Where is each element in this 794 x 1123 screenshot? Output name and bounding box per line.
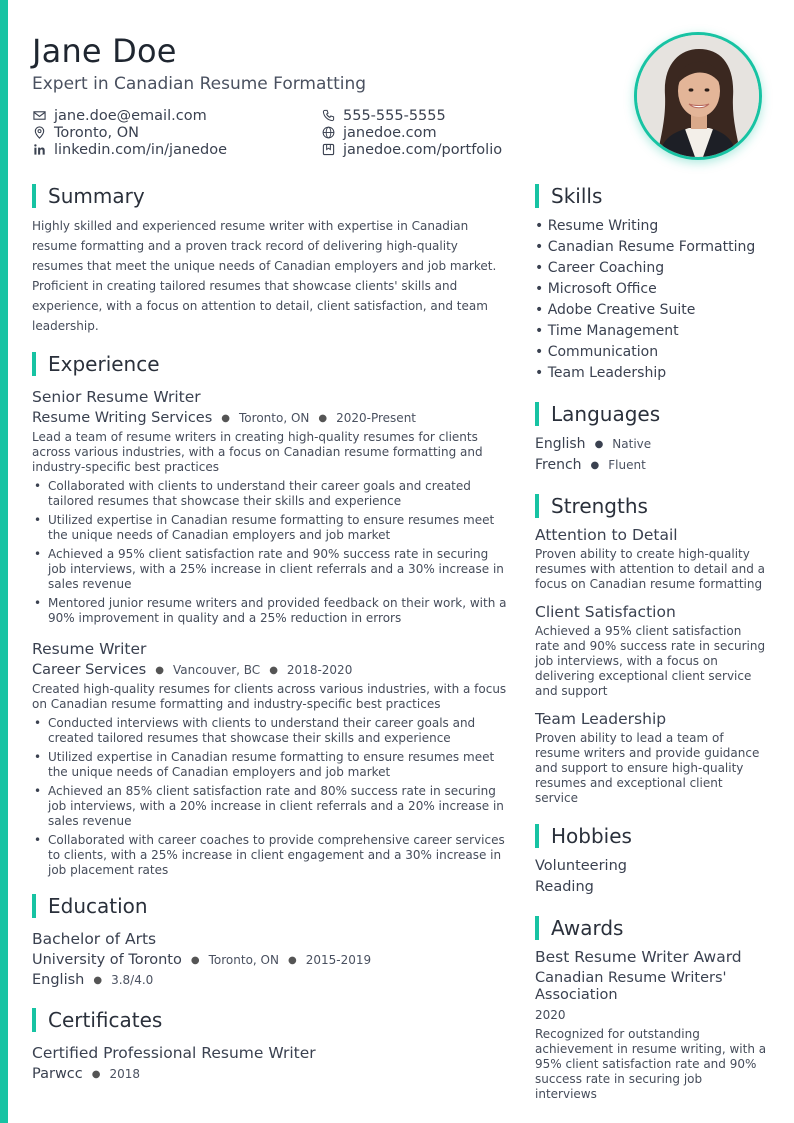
strengths-heading <box>535 494 767 518</box>
job-title: Senior Resume Writer <box>32 388 201 406</box>
hobbies-heading-label: Hobbies <box>551 824 632 848</box>
list-item: • Career Coaching <box>535 260 665 276</box>
separator-dot: ● <box>318 412 328 424</box>
contact-phone[interactable] <box>321 107 581 124</box>
experience-heading <box>32 352 510 376</box>
list-item: • Conducted interviews with clients to understand their career goals and created tailored resumes that showcase their skills and experience <box>32 716 510 746</box>
job-entry-2 <box>32 640 510 878</box>
gpa: 3.8/4.0 <box>111 973 154 987</box>
contact-info <box>32 107 592 158</box>
phone-value: 555-555-5555 <box>343 107 446 124</box>
certificates-heading-label: Certificates <box>48 1008 163 1032</box>
job-dates: 2020-Present <box>336 411 417 425</box>
list-item: Reading <box>535 879 594 895</box>
job-dates: 2018-2020 <box>286 663 353 677</box>
list-item: • Team Leadership <box>535 365 667 381</box>
portfolio-icon <box>321 143 335 157</box>
list-item: • Mentored junior resume writers and provided feedback on their work, with a 90% improvement in quality and a 25% reduction in errors <box>32 596 510 626</box>
language-item <box>535 434 767 455</box>
skills-heading <box>535 184 767 208</box>
education-heading-label: Education <box>48 894 148 918</box>
education-dates: 2015-2019 <box>305 953 372 967</box>
list-item: Volunteering <box>535 858 627 874</box>
linkedin-value: linkedin.com/in/janedoe <box>54 141 228 158</box>
strength-description: Proven ability to create high-quality resumes with attention to detail and a focus on Canadian resume formatting <box>535 547 766 591</box>
strength-title: Attention to Detail <box>535 526 678 544</box>
candidate-title: Expert in Canadian Resume Formatting <box>32 74 367 94</box>
certificate-meta <box>32 1066 510 1082</box>
email-value: jane.doe@email.com <box>54 107 207 124</box>
heading-accent <box>32 184 36 208</box>
list-item: • Achieved an 85% client satisfaction rate and 80% success rate in securing job interviews, with a 20% increase in client referrals and a 20% increase in sales revenue <box>32 784 510 829</box>
award-organization: Canadian Resume Writers' Association <box>535 970 727 1003</box>
strength-description: Proven ability to lead a team of resume writers and provide guidance and support to ensure high-quality resumes and exceptional client service <box>535 731 760 805</box>
contact-website[interactable] <box>321 124 581 141</box>
education-field <box>32 972 510 988</box>
school-location: Toronto, ON <box>208 953 279 967</box>
separator-dot: ● <box>287 954 297 966</box>
job-title: Resume Writer <box>32 640 147 658</box>
portfolio-value: janedoe.com/portfolio <box>343 141 503 158</box>
job-bullets <box>32 716 510 878</box>
field-of-study: English <box>32 972 85 988</box>
job-meta <box>32 662 510 678</box>
summary-text: Highly skilled and experienced resume writer with expertise in Canadian resume formatting and a proven track record of delivering high-quality resumes that meet the unique needs of Canadian employers and job market. Proficient in creating tailored resumes that showcase clients' skills and experience, with a focus on attention to detail, client satisfaction, and team leadership. <box>32 219 497 333</box>
language-level: Native <box>612 437 652 451</box>
right-column <box>535 184 767 1102</box>
heading-accent <box>535 916 539 940</box>
strengths-heading-label: Strengths <box>551 494 648 518</box>
heading-accent <box>32 894 36 918</box>
list-item: • Canadian Resume Formatting <box>535 239 756 255</box>
award-title: Best Resume Writer Award <box>535 948 742 966</box>
language-name: French <box>535 457 582 473</box>
mail-icon <box>32 109 46 123</box>
separator-dot: ● <box>93 974 103 986</box>
list-item: • Utilized expertise in Canadian resume formatting to ensure resumes meet the unique needs of Canadian employers and job market <box>32 513 510 543</box>
language-level: Fluent <box>608 458 646 472</box>
heading-accent <box>32 352 36 376</box>
award-description: Recognized for outstanding achievement in resume writing, with a 95% client satisfaction rate and 90% success rate in securing job interviews <box>535 1027 767 1101</box>
separator-dot: ● <box>155 664 164 676</box>
list-item: • Adobe Creative Suite <box>535 302 696 318</box>
strength-description: Achieved a 95% client satisfaction rate and 90% success rate in securing job interviews, with a focus on delivering exceptional client service and support <box>535 624 766 698</box>
candidate-name: Jane Doe <box>32 32 177 70</box>
contact-email[interactable] <box>32 107 321 124</box>
languages-heading-label: Languages <box>551 402 661 426</box>
location-pin-icon <box>32 126 46 140</box>
list-item: • Microsoft Office <box>535 281 657 297</box>
separator-dot: ● <box>190 954 200 966</box>
language-name: English <box>535 436 586 452</box>
certificate-name: Certified Professional Resume Writer <box>32 1044 316 1062</box>
awards-heading <box>535 916 767 940</box>
job-bullets <box>32 479 510 626</box>
globe-icon <box>321 126 335 140</box>
school: University of Toronto <box>32 952 182 968</box>
list-item: • Time Management <box>535 323 679 339</box>
job-location: Toronto, ON <box>239 411 310 425</box>
heading-accent <box>535 824 539 848</box>
linkedin-icon <box>32 143 46 157</box>
strength-title: Client Satisfaction <box>535 603 676 621</box>
skills-list <box>535 216 767 384</box>
education-meta <box>32 952 510 968</box>
heading-accent <box>535 402 539 426</box>
certificate-issuer: Parwcc <box>32 1066 83 1082</box>
separator-dot: ● <box>269 664 278 676</box>
certificate-year: 2018 <box>109 1067 141 1081</box>
job-description: Lead a team of resume writers in creating high-quality resumes for clients across various industries, with a focus on Canadian resume formatting and industry-specific best practices <box>32 430 483 474</box>
strength-title: Team Leadership <box>535 710 667 728</box>
list-item: • Resume Writing <box>535 218 659 234</box>
award-year: 2020 <box>535 1008 566 1022</box>
job-meta <box>32 410 510 426</box>
certificates-heading <box>32 1008 510 1032</box>
list-item: • Collaborated with career coaches to provide comprehensive career services to clients, with a 25% increase in client engagement and a 30% increase in job placement rates <box>32 833 510 878</box>
resume-header <box>32 30 612 94</box>
list-item: • Achieved a 95% client satisfaction rate and 90% success rate in securing job interviews, with a 25% increase in client referrals and a 30% increase in sales revenue <box>32 547 510 592</box>
job-company: Career Services <box>32 662 147 678</box>
summary-heading <box>32 184 510 208</box>
list-item: • Collaborated with clients to understand their career goals and created tailored resumes that showcase their skills and experience <box>32 479 510 509</box>
heading-accent <box>535 494 539 518</box>
degree: Bachelor of Arts <box>32 930 157 948</box>
job-location: Vancouver, BC <box>172 663 261 677</box>
location-value: Toronto, ON <box>54 124 140 141</box>
language-item <box>535 455 767 476</box>
separator-dot: ● <box>594 439 604 450</box>
awards-heading-label: Awards <box>551 916 624 940</box>
profile-photo <box>634 32 762 160</box>
heading-accent <box>535 184 539 208</box>
separator-dot: ● <box>91 1068 101 1080</box>
separator-dot: ● <box>590 460 600 471</box>
contact-linkedin[interactable] <box>32 141 321 158</box>
education-heading <box>32 894 510 918</box>
website-value: janedoe.com <box>343 124 437 141</box>
left-column <box>32 184 510 1082</box>
skills-heading-label: Skills <box>551 184 603 208</box>
hobbies-heading <box>535 824 767 848</box>
contact-portfolio[interactable] <box>321 141 581 158</box>
list-item: • Communication <box>535 344 659 360</box>
summary-heading-label: Summary <box>48 184 145 208</box>
languages-heading <box>535 402 767 426</box>
phone-icon <box>321 109 335 123</box>
job-company: Resume Writing Services <box>32 410 213 426</box>
list-item: • Utilized expertise in Canadian resume formatting to ensure resumes meet the unique needs of Canadian employers and job market <box>32 750 510 780</box>
heading-accent <box>32 1008 36 1032</box>
job-description: Created high-quality resumes for clients across various industries, with a focus on Canadian resume formatting and industry-specific best practices <box>32 682 507 711</box>
job-entry-1 <box>32 388 510 626</box>
experience-heading-label: Experience <box>48 352 160 376</box>
contact-location <box>32 124 321 141</box>
accent-bar <box>0 0 8 1123</box>
separator-dot: ● <box>221 412 231 424</box>
